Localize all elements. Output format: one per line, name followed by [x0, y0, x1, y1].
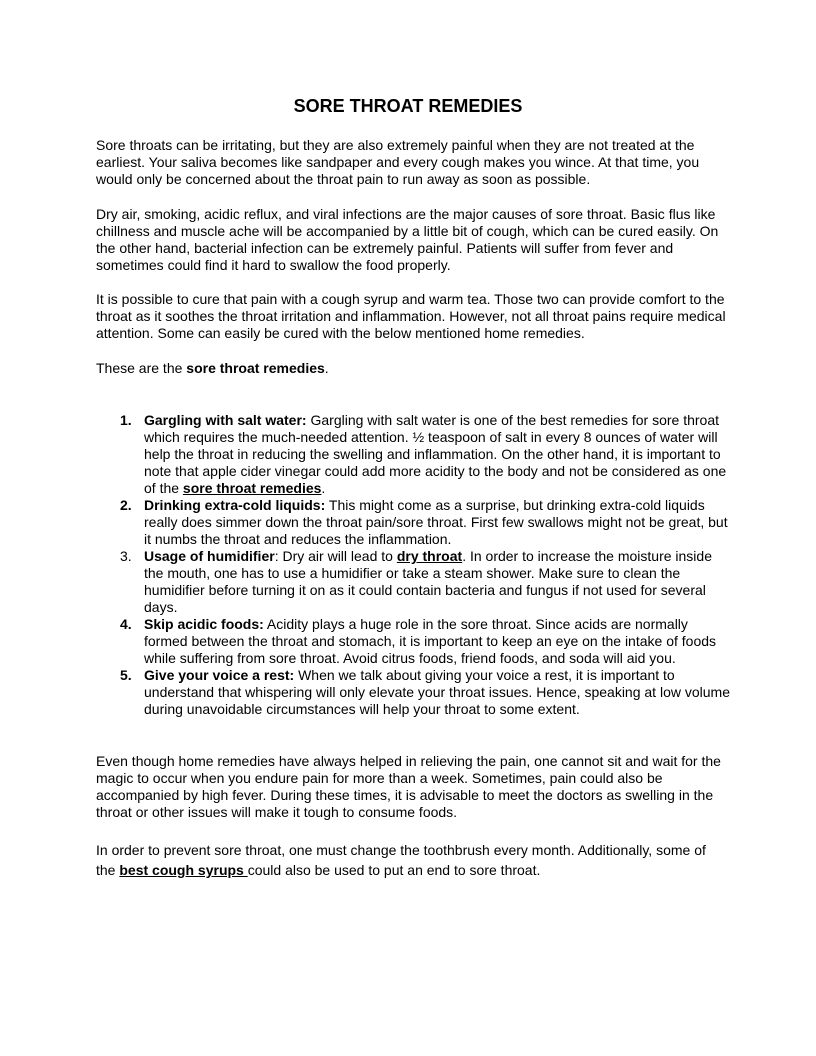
- dry-throat-link[interactable]: dry throat: [396, 548, 463, 564]
- list-item: [120, 497, 732, 548]
- sore-throat-remedies-link[interactable]: sore throat remedies: [182, 480, 322, 496]
- list-item-text: Gargling with salt water is one of the best remedies for sore throat which requires the much-needed attention. ½ teaspoon of salt in every 8 ounces of water will help the throat in reducing the swelling and inflammation. On the other hand, it is important to note that apple cider vinegar could add more acidity to the body and not be considered as one of the: [144, 412, 727, 496]
- prevention-paragraph: [96, 840, 728, 880]
- list-item-heading: Drinking extra-cold liquids:: [144, 497, 326, 513]
- remedies-intro-text: These are the: [96, 360, 187, 376]
- list-item-text-end: . In order to increase the moisture inside the mouth, one has to use a humidifier or take a steam shower. Make sure to clean the humidifier before turning it on as it could contain bacteria and fungus if not used for several days.: [144, 548, 712, 615]
- list-item-number: 2.: [120, 497, 132, 513]
- list-item-text: When we talk about giving your voice a rest, it is important to understand that whispering will only elevate your throat issues. Hence, speaking at low volume during unavoidable circumstances will help your throat to some extent.: [144, 667, 730, 717]
- list-item-number: 3.: [120, 548, 132, 564]
- list-item-text: Acidity plays a huge role in the sore throat. Since acids are normally formed between the throat and stomach, it is important to keep an eye on the intake of foods while suffering from sore throat. Avoid citrus foods, friend foods, and soda will aid you.: [144, 616, 717, 666]
- best-cough-syrups-link[interactable]: best cough syrups: [119, 862, 248, 878]
- page-title: SORE THROAT REMEDIES: [293, 96, 523, 116]
- list-item: [120, 667, 732, 718]
- list-item: [120, 548, 732, 616]
- list-item-heading: Skip acidic foods:: [144, 616, 264, 632]
- cure-paragraph: It is possible to cure that pain with a cough syrup and warm tea. Those two can provide comfort to the throat as it soothes the throat irritation and inflammation. However, not all throat pains require medical attention. Some can easily be cured with the below mentioned home remedies.: [96, 291, 726, 341]
- list-item-text: : Dry air will lead to: [274, 548, 397, 564]
- list-item-text-end: .: [321, 480, 326, 496]
- list-item: [120, 412, 732, 497]
- prevention-text: In order to prevent sore throat, one must change the toothbrush every month. Additionally, some of the: [96, 842, 706, 878]
- list-item-heading: Usage of humidifier: [144, 548, 275, 564]
- intro-paragraph: Sore throats can be irritating, but they are also extremely painful when they are not treated at the earliest. Your saliva becomes like sandpaper and every cough makes you wince. At that time, you would only be concerned about the throat pain to run away as soon as possible.: [96, 137, 700, 187]
- doctor-advice-paragraph: Even though home remedies have always helped in relieving the pain, one cannot sit and wait for the magic to occur when you endure pain for more than a week. Sometimes, pain could also be accompanied by high fever. During these times, it is advisable to meet the doctors as swelling in the throat or other issues will make it tough to consume foods.: [96, 753, 721, 820]
- list-item-text: This might come as a surprise, but drinking extra-cold liquids really does simmer down the throat pain/sore throat. First few swallows might not be great, but it numbs the throat and reduces the inflammation.: [144, 497, 728, 547]
- remedies-intro-paragraph: [96, 360, 728, 377]
- list-item-number: 5.: [120, 667, 132, 683]
- list-item-heading: Gargling with salt water:: [144, 412, 307, 428]
- causes-paragraph: Dry air, smoking, acidic reflux, and viral infections are the major causes of sore throat. Basic flus like chillness and muscle ache will be accompanied by a little bit of cough, which can be cured easily. On the other hand, bacterial infection can be extremely painful. Patients will suffer from fever and sometimes could find it hard to swallow the food properly.: [96, 206, 719, 273]
- list-item: [120, 616, 732, 667]
- list-item-number: 1.: [120, 412, 132, 428]
- prevention-text-end: could also be used to put an end to sore throat.: [247, 862, 541, 878]
- remedies-intro-period: .: [324, 360, 329, 376]
- remedies-list: [120, 412, 732, 718]
- list-item-heading: Give your voice a rest:: [144, 667, 295, 683]
- remedies-intro-bold: sore throat remedies: [186, 360, 325, 376]
- list-item-number: 4.: [120, 616, 132, 632]
